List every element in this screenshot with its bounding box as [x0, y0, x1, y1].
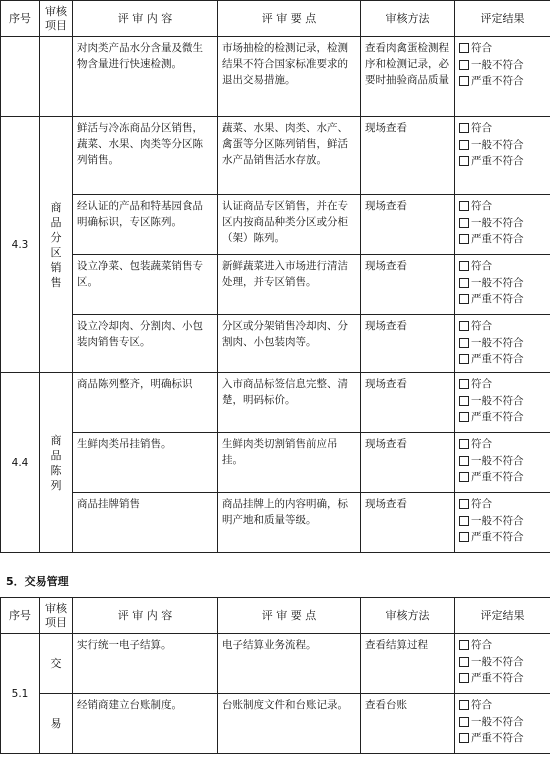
table-row	[1, 373, 550, 433]
points-cell: 台账制度文件和台账记录。	[218, 694, 361, 754]
checkbox-icon[interactable]	[459, 123, 469, 133]
header-seq: 序号	[1, 1, 40, 37]
points-cell: 市场抽检的检测记录，检测结果不符合国家标准要求的退出交易措施。	[218, 37, 361, 117]
content-cell: 实行统一电子结算。	[73, 634, 218, 694]
option-pass[interactable]: 符合	[459, 376, 548, 393]
result-cell	[455, 37, 550, 117]
header-method: 审核方法	[361, 598, 455, 634]
table-row	[1, 493, 550, 553]
table-header-row	[1, 1, 550, 37]
option-major[interactable]: 严重不符合	[459, 73, 548, 90]
checkbox-icon[interactable]	[459, 201, 469, 211]
checkbox-icon[interactable]	[459, 354, 469, 364]
method-cell: 现场查看	[361, 117, 455, 195]
header-content: 评 审 内 容	[73, 598, 218, 634]
method-cell: 现场查看	[361, 195, 455, 255]
header-result: 评定结果	[455, 598, 550, 634]
section-title: 5．交易管理	[6, 575, 69, 588]
option-pass[interactable]: 符合	[459, 697, 548, 714]
option-major[interactable]: 严重不符合	[459, 529, 548, 546]
option-pass[interactable]: 符合	[459, 318, 548, 335]
checkbox-icon[interactable]	[459, 321, 469, 331]
option-minor[interactable]: 一般不符合	[459, 654, 548, 671]
method-cell: 现场查看	[361, 493, 455, 553]
checkbox-icon[interactable]	[459, 76, 469, 86]
method-cell: 现场查看	[361, 315, 455, 373]
table-row	[1, 634, 550, 694]
item-cell: 易	[40, 694, 73, 754]
checkbox-icon[interactable]	[459, 379, 469, 389]
content-cell: 经销商建立台账制度。	[73, 694, 218, 754]
points-cell: 入市商品标签信息完整、清楚，明码标价。	[218, 373, 361, 433]
seq-cell: 4.4	[1, 373, 40, 553]
points-cell: 商品挂牌上的内容明确，标明产地和质量等级。	[218, 493, 361, 553]
option-minor[interactable]: 一般不符合	[459, 57, 548, 74]
option-pass[interactable]: 符合	[459, 258, 548, 275]
option-major[interactable]: 严重不符合	[459, 670, 548, 687]
table-row	[1, 433, 550, 493]
table-row	[1, 255, 550, 315]
checkbox-icon[interactable]	[459, 673, 469, 683]
checkbox-icon[interactable]	[459, 472, 469, 482]
result-cell	[455, 493, 550, 553]
option-major[interactable]: 严重不符合	[459, 291, 548, 308]
content-cell: 商品挂牌销售	[73, 493, 218, 553]
content-cell: 生鲜肉类吊挂销售。	[73, 433, 218, 493]
checkbox-icon[interactable]	[459, 278, 469, 288]
table-header-row	[1, 598, 550, 634]
table-row	[1, 117, 550, 195]
option-minor[interactable]: 一般不符合	[459, 453, 548, 470]
header-item: 审核项目	[40, 598, 73, 634]
points-cell: 分区或分架销售冷却肉、分割肉、小包装肉等。	[218, 315, 361, 373]
checkbox-icon[interactable]	[459, 156, 469, 166]
option-pass[interactable]: 符合	[459, 198, 548, 215]
checkbox-icon[interactable]	[459, 338, 469, 348]
seq-cell	[1, 37, 40, 117]
result-cell	[455, 694, 550, 754]
item-cell: 商 品 分 区 销 售	[40, 117, 73, 373]
result-cell	[455, 255, 550, 315]
option-major[interactable]: 严重不符合	[459, 730, 548, 747]
item-cell: 商 品 陈 列	[40, 373, 73, 553]
checkbox-icon[interactable]	[459, 60, 469, 70]
checkbox-icon[interactable]	[459, 43, 469, 53]
method-cell: 查看台账	[361, 694, 455, 754]
content-cell: 商品陈列整齐，明确标识	[73, 373, 218, 433]
option-minor[interactable]: 一般不符合	[459, 393, 548, 410]
option-major[interactable]: 严重不符合	[459, 469, 548, 486]
checkbox-icon[interactable]	[459, 294, 469, 304]
header-content: 评 审 内 容	[73, 1, 218, 37]
option-pass[interactable]: 符合	[459, 637, 548, 654]
result-cell	[455, 433, 550, 493]
checkbox-icon[interactable]	[459, 640, 469, 650]
header-seq: 序号	[1, 598, 40, 634]
content-cell: 对肉类产品水分含量及微生物含量进行快速检测。	[73, 37, 218, 117]
result-cell	[455, 117, 550, 195]
points-cell: 蔬菜、水果、肉类、水产、禽蛋等分区陈列销售，鲜活水产品销售活水存放。	[218, 117, 361, 195]
checkbox-icon[interactable]	[459, 412, 469, 422]
checkbox-icon[interactable]	[459, 516, 469, 526]
checkbox-icon[interactable]	[459, 532, 469, 542]
header-method: 审核方法	[361, 1, 455, 37]
option-minor[interactable]: 一般不符合	[459, 275, 548, 292]
method-cell: 现场查看	[361, 373, 455, 433]
points-cell: 新鲜蔬菜进入市场进行清洁处理，并专区销售。	[218, 255, 361, 315]
option-minor[interactable]: 一般不符合	[459, 513, 548, 530]
checkbox-icon[interactable]	[459, 717, 469, 727]
option-minor[interactable]: 一般不符合	[459, 215, 548, 232]
option-major[interactable]: 严重不符合	[459, 231, 548, 248]
method-cell: 查看肉禽蛋检测程序和检测记录，必要时抽验商品质量	[361, 37, 455, 117]
method-cell: 现场查看	[361, 255, 455, 315]
checkbox-icon[interactable]	[459, 234, 469, 244]
checkbox-icon[interactable]	[459, 499, 469, 509]
header-points: 评 审 要 点	[218, 598, 361, 634]
option-minor[interactable]: 一般不符合	[459, 335, 548, 352]
content-cell: 设立净菜、包装蔬菜销售专区。	[73, 255, 218, 315]
content-cell: 经认证的产品和特基园食品明确标识，专区陈列。	[73, 195, 218, 255]
header-points: 评 审 要 点	[218, 1, 361, 37]
points-cell: 生鲜肉类切割销售前应吊挂。	[218, 433, 361, 493]
checkbox-icon[interactable]	[459, 218, 469, 228]
table-row	[1, 315, 550, 373]
option-pass[interactable]: 符合	[459, 40, 548, 57]
checkbox-icon[interactable]	[459, 700, 469, 710]
checkbox-icon[interactable]	[459, 657, 469, 667]
method-cell: 现场查看	[361, 433, 455, 493]
result-cell	[455, 315, 550, 373]
checkbox-icon[interactable]	[459, 439, 469, 449]
points-cell: 电子结算业务流程。	[218, 634, 361, 694]
header-result: 评定结果	[455, 1, 550, 37]
checkbox-icon[interactable]	[459, 733, 469, 743]
table-row	[1, 37, 550, 117]
points-cell: 认证商品专区销售，并在专区内按商品种类分区或分柜（架）陈列。	[218, 195, 361, 255]
item-cell	[40, 37, 73, 117]
option-major[interactable]: 严重不符合	[459, 351, 548, 368]
result-cell	[455, 373, 550, 433]
content-cell: 设立冷却肉、分割肉、小包装肉销售专区。	[73, 315, 218, 373]
checkbox-icon[interactable]	[459, 140, 469, 150]
item-cell: 交	[40, 634, 73, 694]
checkbox-icon[interactable]	[459, 456, 469, 466]
checkbox-icon[interactable]	[459, 261, 469, 271]
header-item: 审核项目	[40, 1, 73, 37]
option-minor[interactable]: 一般不符合	[459, 137, 548, 154]
result-cell	[455, 195, 550, 255]
seq-cell: 5.1	[1, 634, 40, 754]
method-cell: 查看结算过程	[361, 634, 455, 694]
option-major[interactable]: 严重不符合	[459, 409, 548, 426]
option-pass[interactable]: 符合	[459, 496, 548, 513]
option-minor[interactable]: 一般不符合	[459, 714, 548, 731]
option-pass[interactable]: 符合	[459, 120, 548, 137]
table-row	[1, 195, 550, 255]
option-pass[interactable]: 符合	[459, 436, 548, 453]
checkbox-icon[interactable]	[459, 396, 469, 406]
table-row	[1, 694, 550, 754]
option-major[interactable]: 严重不符合	[459, 153, 548, 170]
seq-cell: 4.3	[1, 117, 40, 373]
content-cell: 鲜活与冷冻商品分区销售，蔬菜、水果、肉类等分区陈列销售。	[73, 117, 218, 195]
result-cell	[455, 634, 550, 694]
audit-table-section5	[0, 597, 550, 754]
